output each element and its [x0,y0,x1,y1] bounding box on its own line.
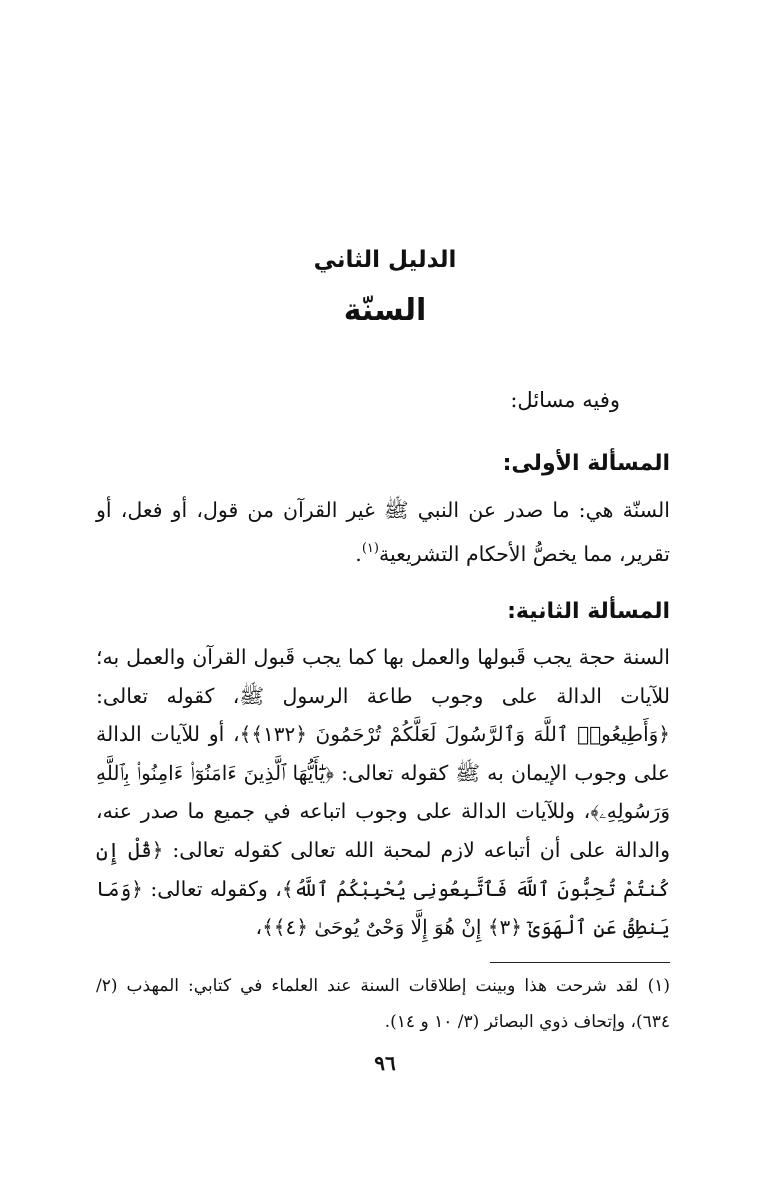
issue-2-text-part-3: ، وللآيات الدالة على وجوب اتباعه في جميع ما صدر عنه، والدالة على أن أتباعه لازم لمحبة الله تعالى كقوله تعالى: [96,799,670,862]
chapter-title: الدليل الثاني [313,247,457,273]
issue-2-paragraph [96,638,670,947]
page-number: ٩٦ [374,1051,396,1075]
issue-1-heading: المسألة الأولى: [502,451,670,476]
quran-verse-1: ﴿وَأَطِيعُوا۟ ٱللَّهَ وَٱلرَّسُولَ لَعَلَّكُمْ تُرْحَمُونَ ﴿١٣٢﴾﴾ [239,722,670,747]
issue-2-text-part-1: السنة حجة يجب قَبولها والعمل بها كما يجب قَبول القرآن والعمل به؛ للآيات الدالة على وجوب طاعة الرسول ﷺ، كقوله تعالى: [96,645,670,708]
issue-2-heading: المسألة الثانية: [507,599,670,624]
chapter-subtitle: السنّة [343,293,427,328]
quran-verse-3: ﴿قُلْ إِن كُنتُمْ تُحِبُّونَ ٱللَّهَ فَٱتَّبِعُونِى يُحْبِبْكُمُ ٱللَّهُ﴾ [96,837,670,901]
issue-2-text-part-4: ، وكقوله تعالى: [150,876,282,901]
issue-2-text-part-5: ، [255,915,263,940]
issue-1-paragraph [96,488,670,576]
issue-2-text-part-2: ، أو للآيات الدالة على وجوب الإيمان به ﷺ كقوله تعالى: [96,722,670,785]
issue-1-text: السنّة هي: ما صدر عن النبي ﷺ غير القرآن من قول، أو فعل، أو تقرير، مما يخصُّ الأحكام التشريعية [96,498,670,566]
issue-1-text-end: . [355,542,362,566]
quran-verse-2: ﴿يَٰٓأَيُّهَا ٱلَّذِينَ ءَامَنُوٓا۟ ءَامِنُوا۟ بِٱللَّهِ وَرَسُولِهِۦ﴾ [96,760,670,824]
quran-verse-4: ﴿وَمَا يَنطِقُ عَنِ ٱلْهَوَىٰٓ ﴿٣﴾ إِنْ هُوَ إِلَّا وَحْىٌ يُوحَىٰ ﴿٤﴾﴾ [96,876,670,940]
footnote-divider [490,962,670,963]
footnote: (١) لقد شرحت هذا وبينت إطلاقات السنة عند العلماء في كتابي: المهذب (٢/ ٦٣٤)، وإتحاف ذوي البصائر (٣/ ١٠ و ١٤). [96,976,670,1032]
footnote-reference[interactable]: (١) [361,541,379,556]
intro-line: وفيه مسائل: [510,388,620,412]
